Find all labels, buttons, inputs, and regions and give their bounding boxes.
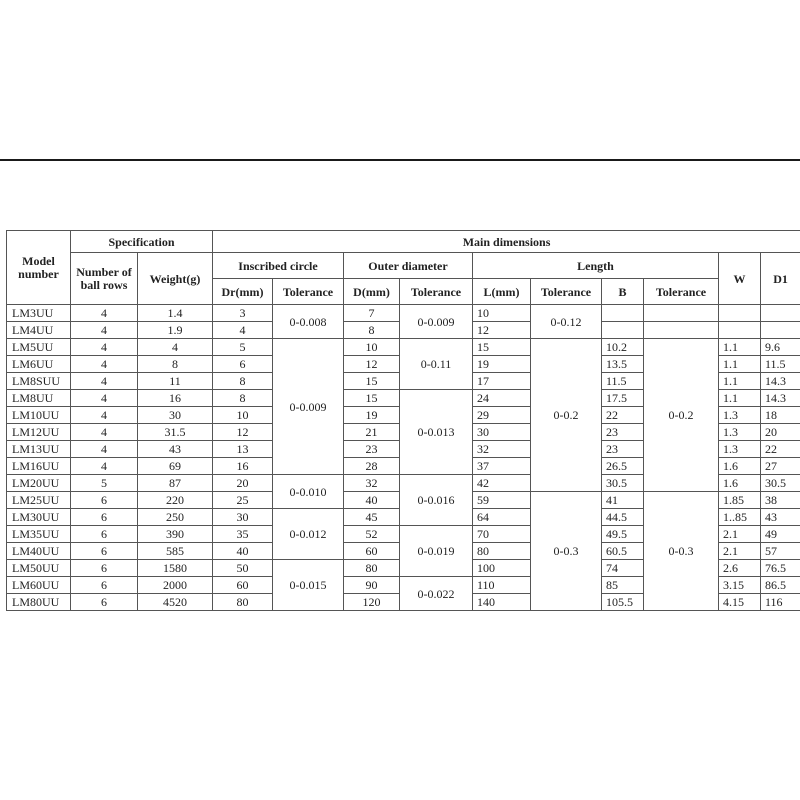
dr-cell: 13 bbox=[213, 441, 273, 458]
model-cell: LM8UU bbox=[7, 390, 71, 407]
d-cell: 15 bbox=[344, 390, 400, 407]
d1-cell: 76.5 bbox=[761, 560, 800, 577]
d1-cell: 11.5 bbox=[761, 356, 800, 373]
weight-cell: 8 bbox=[138, 356, 213, 373]
d-tolerance-cell: 0-0.019 bbox=[400, 526, 473, 577]
w-cell: 1.6 bbox=[719, 475, 761, 492]
d1-cell: 20 bbox=[761, 424, 800, 441]
b-cell: 60.5 bbox=[602, 543, 644, 560]
header-d-tolerance: Tolerance bbox=[400, 279, 473, 305]
b-cell: 13.5 bbox=[602, 356, 644, 373]
l-cell: 110 bbox=[473, 577, 531, 594]
header-l-mm: L(mm) bbox=[473, 279, 531, 305]
header-d1: D1 bbox=[761, 253, 800, 305]
ball-rows-cell: 4 bbox=[71, 305, 138, 322]
b-cell: 30.5 bbox=[602, 475, 644, 492]
ball-rows-cell: 4 bbox=[71, 322, 138, 339]
d-cell: 60 bbox=[344, 543, 400, 560]
l-cell: 100 bbox=[473, 560, 531, 577]
d-cell: 40 bbox=[344, 492, 400, 509]
b-cell: 17.5 bbox=[602, 390, 644, 407]
weight-cell: 43 bbox=[138, 441, 213, 458]
ball-rows-cell: 4 bbox=[71, 373, 138, 390]
dr-cell: 12 bbox=[213, 424, 273, 441]
b-tolerance-cell bbox=[644, 305, 719, 322]
d-cell: 15 bbox=[344, 373, 400, 390]
b-cell: 26.5 bbox=[602, 458, 644, 475]
dr-cell: 5 bbox=[213, 339, 273, 356]
model-cell: LM3UU bbox=[7, 305, 71, 322]
d-tolerance-cell: 0-0.11 bbox=[400, 339, 473, 390]
l-cell: 32 bbox=[473, 441, 531, 458]
ball-rows-cell: 6 bbox=[71, 594, 138, 611]
dr-cell: 8 bbox=[213, 390, 273, 407]
b-cell: 11.5 bbox=[602, 373, 644, 390]
b-tolerance-cell: 0-0.3 bbox=[644, 492, 719, 611]
dr-cell: 8 bbox=[213, 373, 273, 390]
header-length: Length bbox=[473, 253, 719, 279]
b-cell: 44.5 bbox=[602, 509, 644, 526]
weight-cell: 16 bbox=[138, 390, 213, 407]
ball-rows-cell: 6 bbox=[71, 509, 138, 526]
model-cell: LM25UU bbox=[7, 492, 71, 509]
weight-cell: 220 bbox=[138, 492, 213, 509]
d-cell: 8 bbox=[344, 322, 400, 339]
b-cell: 23 bbox=[602, 441, 644, 458]
d-cell: 120 bbox=[344, 594, 400, 611]
d1-cell: 30.5 bbox=[761, 475, 800, 492]
ball-rows-cell: 4 bbox=[71, 458, 138, 475]
d-cell: 12 bbox=[344, 356, 400, 373]
dr-cell: 35 bbox=[213, 526, 273, 543]
d1-cell: 14.3 bbox=[761, 390, 800, 407]
header-d-mm: D(mm) bbox=[344, 279, 400, 305]
ball-rows-cell: 4 bbox=[71, 441, 138, 458]
header-dr-tolerance: Tolerance bbox=[273, 279, 344, 305]
ball-rows-cell: 6 bbox=[71, 577, 138, 594]
d-cell: 10 bbox=[344, 339, 400, 356]
d-cell: 19 bbox=[344, 407, 400, 424]
table-row bbox=[7, 339, 800, 356]
w-cell: 1.3 bbox=[719, 424, 761, 441]
model-cell: LM10UU bbox=[7, 407, 71, 424]
table-body bbox=[7, 305, 800, 611]
d1-cell bbox=[761, 305, 800, 322]
model-cell: LM30UU bbox=[7, 509, 71, 526]
l-cell: 64 bbox=[473, 509, 531, 526]
header-b: B bbox=[602, 279, 644, 305]
dr-cell: 20 bbox=[213, 475, 273, 492]
d1-cell: 43 bbox=[761, 509, 800, 526]
weight-cell: 1580 bbox=[138, 560, 213, 577]
weight-cell: 4 bbox=[138, 339, 213, 356]
d1-cell: 49 bbox=[761, 526, 800, 543]
d-tolerance-cell: 0-0.009 bbox=[400, 305, 473, 339]
header-b-tolerance: Tolerance bbox=[644, 279, 719, 305]
b-cell: 22 bbox=[602, 407, 644, 424]
dr-tolerance-cell: 0-0.012 bbox=[273, 509, 344, 560]
l-cell: 19 bbox=[473, 356, 531, 373]
header-weight: Weight(g) bbox=[138, 253, 213, 305]
weight-cell: 390 bbox=[138, 526, 213, 543]
b-tolerance-cell bbox=[644, 322, 719, 339]
model-cell: LM6UU bbox=[7, 356, 71, 373]
model-cell: LM40UU bbox=[7, 543, 71, 560]
dr-cell: 4 bbox=[213, 322, 273, 339]
d1-cell: 57 bbox=[761, 543, 800, 560]
w-cell: 1..85 bbox=[719, 509, 761, 526]
d-tolerance-cell: 0-0.013 bbox=[400, 390, 473, 475]
w-cell: 2.6 bbox=[719, 560, 761, 577]
l-cell: 24 bbox=[473, 390, 531, 407]
b-cell bbox=[602, 305, 644, 322]
d-cell: 28 bbox=[344, 458, 400, 475]
dr-cell: 25 bbox=[213, 492, 273, 509]
dr-cell: 30 bbox=[213, 509, 273, 526]
model-cell: LM16UU bbox=[7, 458, 71, 475]
b-cell: 23 bbox=[602, 424, 644, 441]
b-cell: 49.5 bbox=[602, 526, 644, 543]
table-row bbox=[7, 305, 800, 322]
d1-cell: 86.5 bbox=[761, 577, 800, 594]
header-specification: Specification bbox=[71, 231, 213, 253]
d-tolerance-cell: 0-0.016 bbox=[400, 475, 473, 526]
dr-tolerance-cell: 0-0.008 bbox=[273, 305, 344, 339]
weight-cell: 585 bbox=[138, 543, 213, 560]
d1-cell: 38 bbox=[761, 492, 800, 509]
l-cell: 59 bbox=[473, 492, 531, 509]
dr-tolerance-cell: 0-0.009 bbox=[273, 339, 344, 475]
d1-cell: 27 bbox=[761, 458, 800, 475]
l-cell: 140 bbox=[473, 594, 531, 611]
dr-cell: 50 bbox=[213, 560, 273, 577]
weight-cell: 87 bbox=[138, 475, 213, 492]
ball-rows-cell: 6 bbox=[71, 543, 138, 560]
l-cell: 15 bbox=[473, 339, 531, 356]
l-cell: 29 bbox=[473, 407, 531, 424]
l-cell: 70 bbox=[473, 526, 531, 543]
ball-rows-cell: 4 bbox=[71, 407, 138, 424]
l-cell: 42 bbox=[473, 475, 531, 492]
d1-cell: 9.6 bbox=[761, 339, 800, 356]
l-cell: 80 bbox=[473, 543, 531, 560]
weight-cell: 4520 bbox=[138, 594, 213, 611]
d1-cell: 18 bbox=[761, 407, 800, 424]
l-cell: 10 bbox=[473, 305, 531, 322]
header-w: W bbox=[719, 253, 761, 305]
weight-cell: 1.4 bbox=[138, 305, 213, 322]
b-cell: 10.2 bbox=[602, 339, 644, 356]
model-cell: LM12UU bbox=[7, 424, 71, 441]
weight-cell: 1.9 bbox=[138, 322, 213, 339]
ball-rows-cell: 5 bbox=[71, 475, 138, 492]
b-cell: 41 bbox=[602, 492, 644, 509]
d-tolerance-cell: 0-0.022 bbox=[400, 577, 473, 611]
d1-cell: 14.3 bbox=[761, 373, 800, 390]
l-tolerance-cell: 0-0.2 bbox=[531, 339, 602, 492]
dr-cell: 10 bbox=[213, 407, 273, 424]
d1-cell: 22 bbox=[761, 441, 800, 458]
weight-cell: 30 bbox=[138, 407, 213, 424]
dr-cell: 80 bbox=[213, 594, 273, 611]
d1-cell bbox=[761, 322, 800, 339]
w-cell: 1.1 bbox=[719, 339, 761, 356]
l-tolerance-cell: 0-0.3 bbox=[531, 492, 602, 611]
model-cell: LM35UU bbox=[7, 526, 71, 543]
b-cell: 105.5 bbox=[602, 594, 644, 611]
header-main-dimensions: Main dimensions bbox=[213, 231, 800, 253]
d-cell: 7 bbox=[344, 305, 400, 322]
w-cell: 1.1 bbox=[719, 373, 761, 390]
d-cell: 52 bbox=[344, 526, 400, 543]
ball-rows-cell: 4 bbox=[71, 424, 138, 441]
dr-tolerance-cell: 0-0.015 bbox=[273, 560, 344, 611]
weight-cell: 11 bbox=[138, 373, 213, 390]
d-cell: 21 bbox=[344, 424, 400, 441]
w-cell: 1.1 bbox=[719, 356, 761, 373]
d-cell: 45 bbox=[344, 509, 400, 526]
weight-cell: 69 bbox=[138, 458, 213, 475]
w-cell bbox=[719, 305, 761, 322]
w-cell: 3.15 bbox=[719, 577, 761, 594]
ball-rows-cell: 6 bbox=[71, 526, 138, 543]
model-cell: LM13UU bbox=[7, 441, 71, 458]
ball-rows-cell: 6 bbox=[71, 560, 138, 577]
dr-cell: 40 bbox=[213, 543, 273, 560]
header-dr-mm: Dr(mm) bbox=[213, 279, 273, 305]
ball-rows-cell: 6 bbox=[71, 492, 138, 509]
b-tolerance-cell: 0-0.2 bbox=[644, 339, 719, 492]
header-l-tolerance: Tolerance bbox=[531, 279, 602, 305]
model-cell: LM80UU bbox=[7, 594, 71, 611]
w-cell: 1.85 bbox=[719, 492, 761, 509]
header-outer-diameter: Outer diameter bbox=[344, 253, 473, 279]
dr-cell: 60 bbox=[213, 577, 273, 594]
d1-cell: 116 bbox=[761, 594, 800, 611]
linear-bearing-spec-table bbox=[6, 230, 800, 611]
weight-cell: 2000 bbox=[138, 577, 213, 594]
dr-tolerance-cell: 0-0.010 bbox=[273, 475, 344, 509]
ball-rows-cell: 4 bbox=[71, 356, 138, 373]
header-number-of-ball-rows: Number of ball rows bbox=[71, 253, 138, 305]
model-cell: LM5UU bbox=[7, 339, 71, 356]
dr-cell: 16 bbox=[213, 458, 273, 475]
w-cell: 2.1 bbox=[719, 543, 761, 560]
l-cell: 12 bbox=[473, 322, 531, 339]
d-cell: 32 bbox=[344, 475, 400, 492]
header-model-number: Model number bbox=[7, 231, 71, 305]
ball-rows-cell: 4 bbox=[71, 390, 138, 407]
model-cell: LM8SUU bbox=[7, 373, 71, 390]
header-inscribed-circle: Inscribed circle bbox=[213, 253, 344, 279]
ball-rows-cell: 4 bbox=[71, 339, 138, 356]
b-cell bbox=[602, 322, 644, 339]
dr-cell: 3 bbox=[213, 305, 273, 322]
w-cell: 1.3 bbox=[719, 407, 761, 424]
model-cell: LM50UU bbox=[7, 560, 71, 577]
b-cell: 85 bbox=[602, 577, 644, 594]
l-cell: 17 bbox=[473, 373, 531, 390]
w-cell: 2.1 bbox=[719, 526, 761, 543]
weight-cell: 31.5 bbox=[138, 424, 213, 441]
l-cell: 30 bbox=[473, 424, 531, 441]
model-cell: LM20UU bbox=[7, 475, 71, 492]
w-cell: 4.15 bbox=[719, 594, 761, 611]
dr-cell: 6 bbox=[213, 356, 273, 373]
d-cell: 23 bbox=[344, 441, 400, 458]
d-cell: 90 bbox=[344, 577, 400, 594]
weight-cell: 250 bbox=[138, 509, 213, 526]
w-cell bbox=[719, 322, 761, 339]
w-cell: 1.6 bbox=[719, 458, 761, 475]
horizontal-rule bbox=[0, 159, 800, 161]
d-cell: 80 bbox=[344, 560, 400, 577]
b-cell: 74 bbox=[602, 560, 644, 577]
w-cell: 1.3 bbox=[719, 441, 761, 458]
l-tolerance-cell: 0-0.12 bbox=[531, 305, 602, 339]
l-cell: 37 bbox=[473, 458, 531, 475]
model-cell: LM4UU bbox=[7, 322, 71, 339]
w-cell: 1.1 bbox=[719, 390, 761, 407]
model-cell: LM60UU bbox=[7, 577, 71, 594]
